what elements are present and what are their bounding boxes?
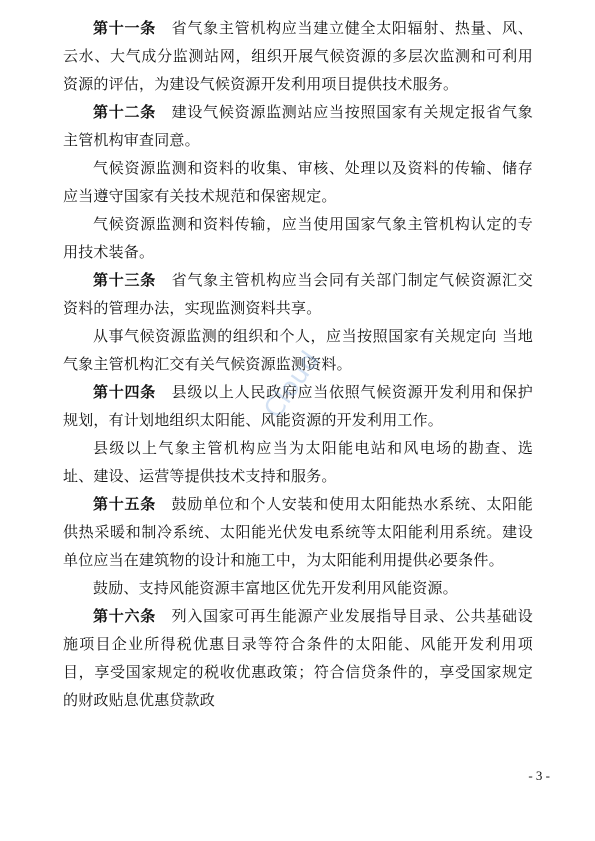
paragraph — [63, 574, 533, 602]
paragraph — [63, 434, 533, 490]
paragraph-text: 省气象主管机构应当会同有关部门制定气候资源汇交资料的管理办法，实现监测资料共享。 — [63, 271, 533, 317]
paragraph-text: 县级以上人民政府应当依照气候资源开发利用和保护规划，有计划地组织太阳能、风能资源的开发利用工作。 — [63, 383, 533, 429]
paragraph-text: 鼓励、支持风能资源丰富地区优先开发利用风能资源。 — [93, 579, 458, 597]
page-number: - 3 - — [528, 768, 550, 783]
article-heading: 第十六条 — [93, 607, 156, 625]
article-heading: 第十四条 — [93, 383, 156, 401]
paragraph-text: 气候资源监测和资料的收集、审核、处理以及资料的传输、储存应当遵守国家有关技术规范和保密规定。 — [63, 159, 533, 205]
paragraph-text: 气候资源监测和资料传输，应当使用国家气象主管机构认定的专用技术装备。 — [63, 215, 533, 261]
paragraph — [63, 322, 533, 378]
article-heading: 第十五条 — [93, 495, 156, 513]
paragraph-text: 鼓励单位和个人安装和使用太阳能热水系统、太阳能供热采暖和制冷系统、太阳能光伏发电系统等太阳能利用系统。建设单位应当在建筑物的设计和施工中，为太阳能利用提供必要条件。 — [63, 495, 533, 569]
paragraph — [63, 210, 533, 266]
paragraph-text: 建设气候资源监测站应当按照国家有关规定报省气象主管机构审查同意。 — [63, 103, 533, 149]
paragraph-article-16 — [63, 602, 533, 714]
article-heading: 第十二条 — [93, 103, 156, 121]
paragraph-text: 从事气候资源监测的组织和个人，应当按照国家有关规定向 当地气象主管机构汇交有关气候资源监测资料。 — [63, 327, 533, 373]
paragraph-article-14 — [63, 378, 533, 434]
paragraph-article-15 — [63, 490, 533, 574]
paragraph-text: 省气象主管机构应当建立健全太阳辐射、热量、风、云水、大气成分监测站网，组织开展气候资源的多层次监测和可利用资源的评估，为建设气候资源开发利用项目提供技术服务。 — [63, 19, 533, 93]
article-heading: 第十一条 — [93, 19, 156, 37]
paragraph — [63, 154, 533, 210]
article-heading: 第十三条 — [93, 271, 156, 289]
document-body — [63, 14, 533, 714]
paragraph-article-13 — [63, 266, 533, 322]
paragraph-article-11 — [63, 14, 533, 98]
paragraph-text: 列入国家可再生能源产业发展指导目录、公共基础设施项目企业所得税优惠目录等符合条件的太阳能、风能开发利用项目，享受国家规定的税收优惠政策；符合信贷条件的，享受国家规定的财政贴息优惠贷款政 — [63, 607, 533, 709]
paragraph-text: 县级以上气象主管机构应当为太阳能电站和风电场的勘查、选址、建设、运营等提供技术支持和服务。 — [63, 439, 533, 485]
paragraph-article-12 — [63, 98, 533, 154]
watermark: Cloud — [258, 345, 326, 425]
